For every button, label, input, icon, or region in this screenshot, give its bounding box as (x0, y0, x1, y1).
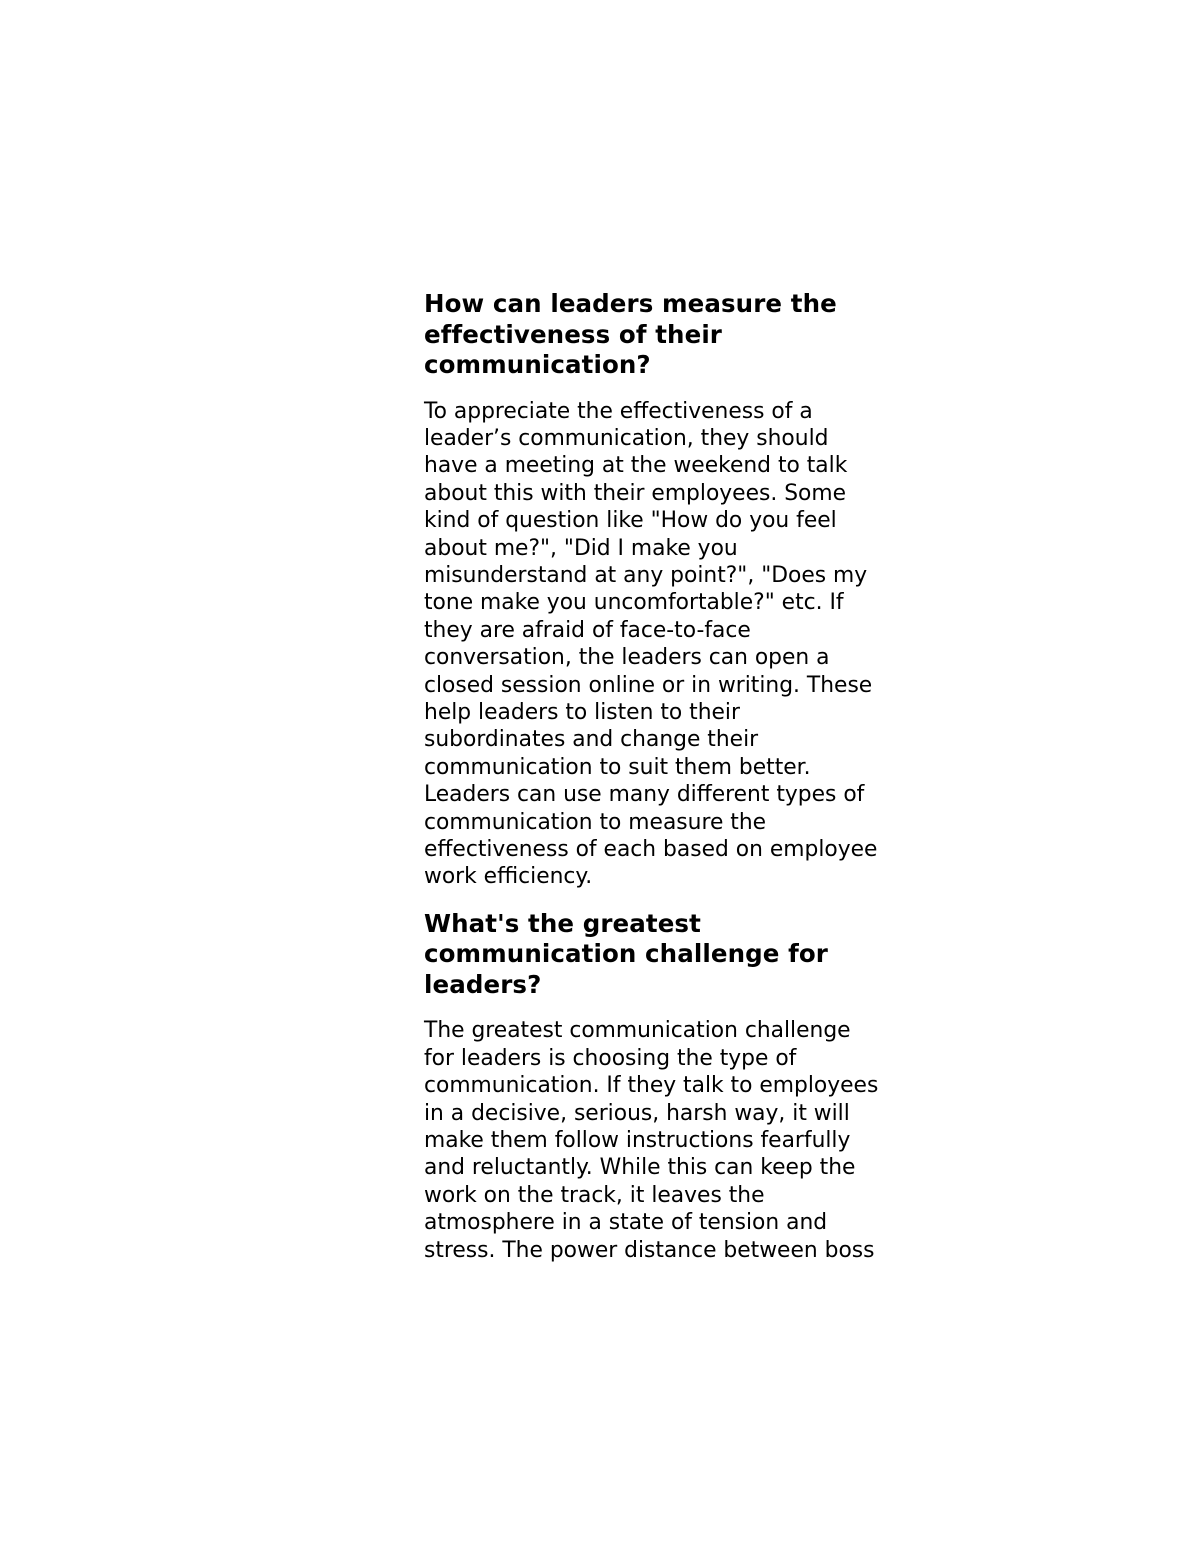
section-body-measure-effectiveness: To appreciate the effectiveness of a leader’s communication, they should have a meeting at the weekend to talk about this with their employees. Some kind of question like "How do you feel about me?", "Did I make you misunderstand at any point?", "Does my tone make you uncomfortable?" etc. If they are afraid of face-to-face conversation, the leaders can open a closed session online or in writing. These help leaders to listen to their subordinates and change their communication to suit them better. Leaders can use many different types of communication to measure the effectiveness of each based on employee work efficiency. (424, 398, 878, 890)
document-content (424, 289, 924, 1282)
section-heading-measure-effectiveness: How can leaders measure the effectiveness of their communication? (424, 289, 837, 379)
section-heading-greatest-challenge: What's the greatest communication challenge for leaders? (424, 908, 828, 999)
section-body-greatest-challenge: The greatest communication challenge for leaders is choosing the type of communication. If they talk to employees in a decisive, serious, harsh way, it will make them follow instructions fearfully and reluctantly. While this can keep the work on the track, it leaves the atmosphere in a state of tension and stress. The power distance between boss (424, 1018, 879, 1263)
